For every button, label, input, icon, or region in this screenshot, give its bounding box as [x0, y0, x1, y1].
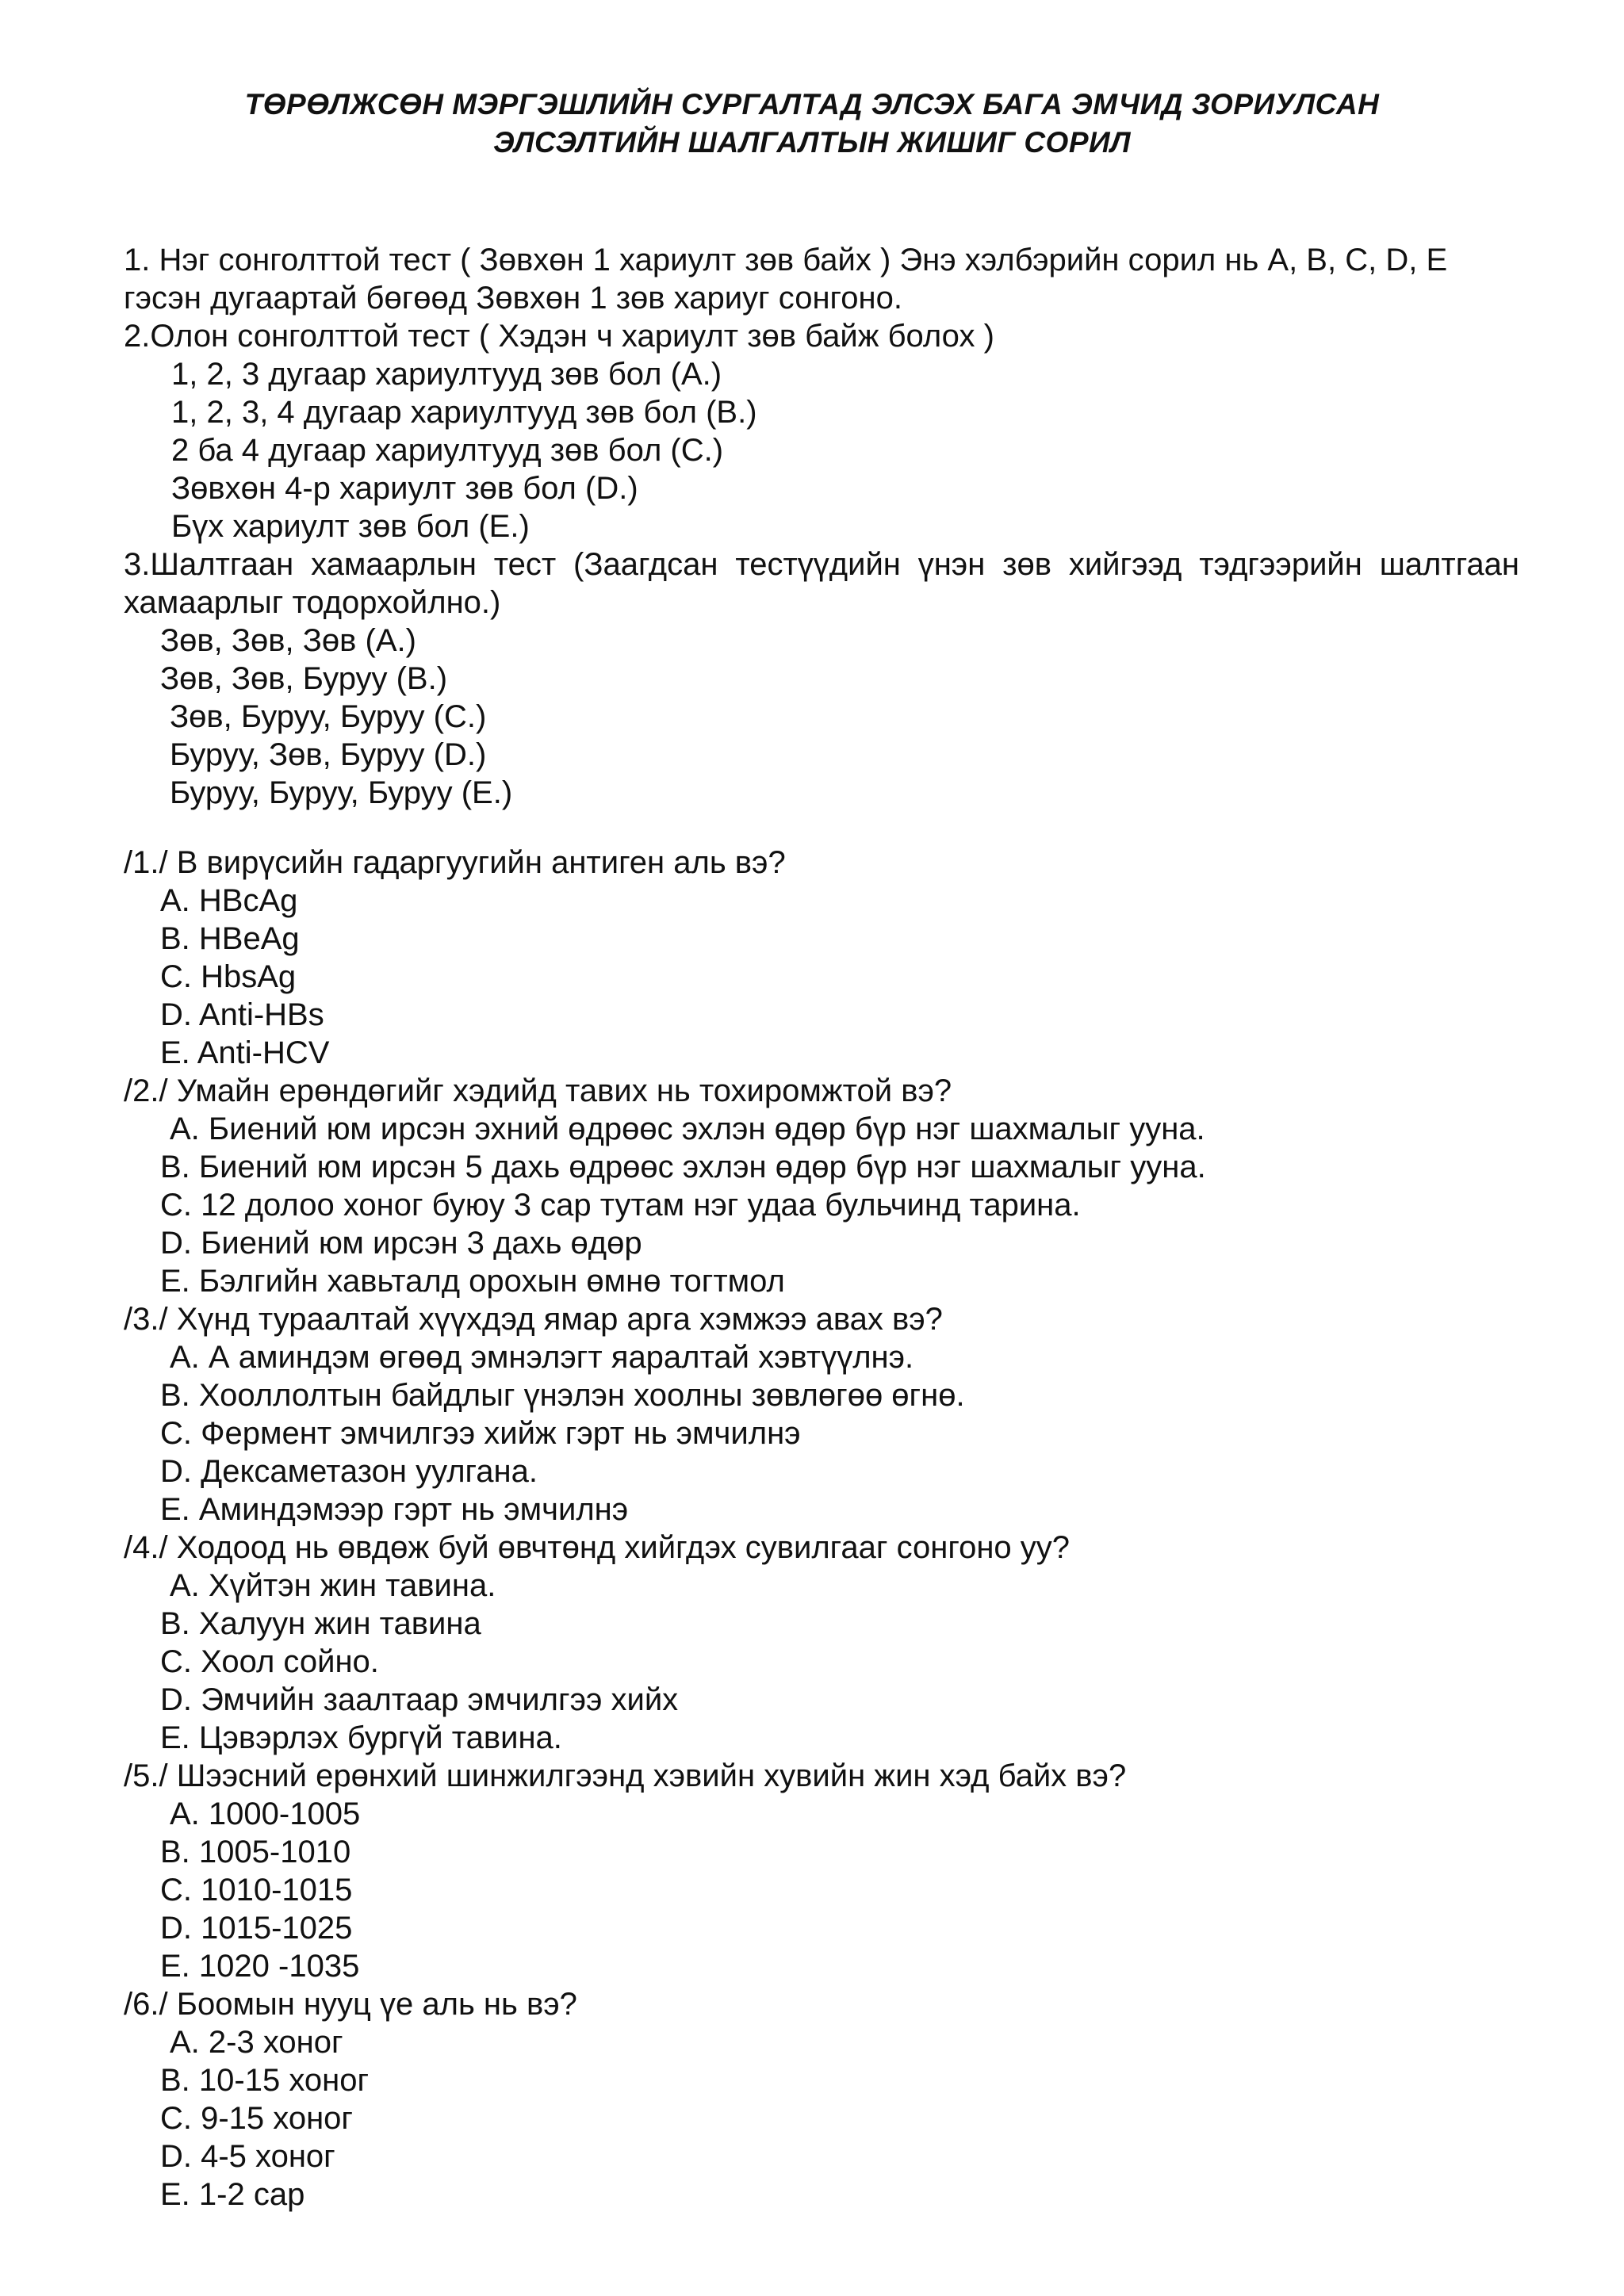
instruction-3-option: Зөв, Зөв, Зөв (A.) [160, 623, 416, 658]
instruction-2-option: 2 ба 4 дугаар хариултууд зөв бол (C.) [171, 433, 724, 468]
instruction-2-option: 1, 2, 3, 4 дугаар хариултууд зөв бол (B.) [171, 395, 757, 430]
question-1-option: D. Anti-HBs [160, 997, 324, 1032]
instruction-1-line-2: гэсэн дугаартай бөгөөд Зөвхөн 1 зөв хариуг сонгоно. [124, 281, 902, 316]
question-6-option: C. 9-15 хоног [160, 2101, 354, 2136]
question-5-option: D. 1015-1025 [160, 1911, 353, 1946]
document-title-line-2: ЭЛСЭЛТИЙН ШАЛГАЛТЫН ЖИШИГ СОРИЛ [492, 126, 1132, 159]
question-5-text: /5./ Шээсний ерөнхий шинжилгээнд хэвийн хувийн жин хэд байх вэ? [124, 1758, 1127, 1793]
instruction-3-option: Зөв, Буруу, Буруу (C.) [170, 699, 487, 734]
question-1-option: E. Anti-HCV [160, 1035, 330, 1070]
question-6-option: D. 4-5 хоног [160, 2139, 335, 2174]
instruction-3-option: Зөв, Зөв, Буруу (B.) [160, 661, 448, 696]
question-1-option: C. HbsAg [160, 959, 297, 994]
question-1-option: A. HBcAg [160, 883, 298, 918]
question-6-option: E. 1-2 сар [160, 2177, 305, 2212]
question-4-option: A. Хүйтэн жин тавина. [170, 1568, 496, 1603]
question-4-option: E. Цэвэрлэх бургүй тавина. [160, 1720, 562, 1755]
question-2-text: /2./ Умайн ерөндөгийг хэдийд тавих нь тохиромжтой вэ? [124, 1073, 952, 1108]
question-5-option: C. 1010-1015 [160, 1873, 353, 1908]
instruction-3-heading: 3.Шалтгаан хамаарлын тест (Заагдсан тестүүдийн үнэн зөв хийгээд тэдгээрийн шалтгаан хамаарлыг тодорхойлно.) [124, 547, 1519, 620]
question-3-text: /3./ Хүнд тураалтай хүүхдэд ямар арга хэмжээ авах вэ? [124, 1302, 943, 1337]
instruction-2-heading: 2.Олон сонголттой тест ( Хэдэн ч хариулт зөв байж болох ) [124, 319, 994, 354]
question-3-option: D. Дексаметазон уулгана. [160, 1454, 538, 1489]
instruction-2-option: 1, 2, 3 дугаар хариултууд зөв бол (A.) [171, 357, 722, 392]
question-6-option: A. 2-3 хоног [170, 2025, 343, 2060]
question-2-option: B. Биений юм ирсэн 5 дахь өдрөөс эхлэн өдөр бүр нэг шахмалыг ууна. [160, 1150, 1206, 1184]
question-5-option: B. 1005-1010 [160, 1835, 351, 1869]
question-4-option: C. Хоол сойно. [160, 1644, 379, 1679]
question-2-option: E. Бэлгийн хавьталд орохын өмнө тогтмол [160, 1264, 785, 1299]
question-4-option: B. Халуун жин тавина [160, 1606, 481, 1641]
question-1-option: B. HBeAg [160, 921, 300, 956]
question-3-option: A. А аминдэм өгөөд эмнэлэгт яаралтай хэвтүүлнэ. [170, 1340, 914, 1375]
instruction-1-line-1: 1. Нэг сонголттой тест ( Зөвхөн 1 хариулт зөв байх ) Энэ хэлбэрийн сорил нь A, B, C, D, E [124, 243, 1448, 277]
question-3-option: C. Фермент эмчилгээ хийж гэрт нь эмчилнэ [160, 1416, 801, 1451]
question-2-option: D. Биений юм ирсэн 3 дахь өдөр [160, 1226, 642, 1261]
question-6-text: /6./ Боомын нууц үе аль нь вэ? [124, 1987, 577, 2022]
instruction-2-option: Бүх хариулт зөв бол (E.) [171, 509, 530, 544]
question-2-option: C. 12 долоо хоног буюу 3 сар тутам нэг удаа бульчинд тарина. [160, 1188, 1081, 1223]
question-5-option: A. 1000-1005 [170, 1797, 361, 1831]
question-6-option: B. 10-15 хоног [160, 2063, 370, 2098]
question-4-option: D. Эмчийн заалтаар эмчилгээ хийх [160, 1682, 679, 1717]
question-3-option: B. Хооллолтын байдлыг үнэлэн хоолны зөвлөгөө өгнө. [160, 1378, 965, 1413]
instruction-2-option: Зөвхөн 4-р хариулт зөв бол (D.) [171, 471, 638, 506]
instruction-3-option: Буруу, Буруу, Буруу (E.) [170, 775, 513, 810]
question-2-option: A. Биений юм ирсэн эхний өдрөөс эхлэн өдөр бүр нэг шахмалыг ууна. [170, 1112, 1205, 1146]
question-5-option: E. 1020 -1035 [160, 1949, 360, 1984]
document-title-line-1: ТӨРӨЛЖСӨН МЭРГЭШЛИЙН СУРГАЛТАД ЭЛСЭХ БАГА ЭМЧИД ЗОРИУЛСАН [244, 88, 1380, 121]
question-3-option: E. Аминдэмээр гэрт нь эмчилнэ [160, 1492, 629, 1527]
question-4-text: /4./ Ходоод нь өвдөж буй өвчтөнд хийгдэх сувилгааг сонгоно уу? [124, 1530, 1071, 1565]
question-1-text: /1./ В вирүсийн гадаргуугийн антиген аль вэ? [124, 845, 786, 880]
instruction-3-option: Буруу, Зөв, Буруу (D.) [170, 737, 487, 772]
